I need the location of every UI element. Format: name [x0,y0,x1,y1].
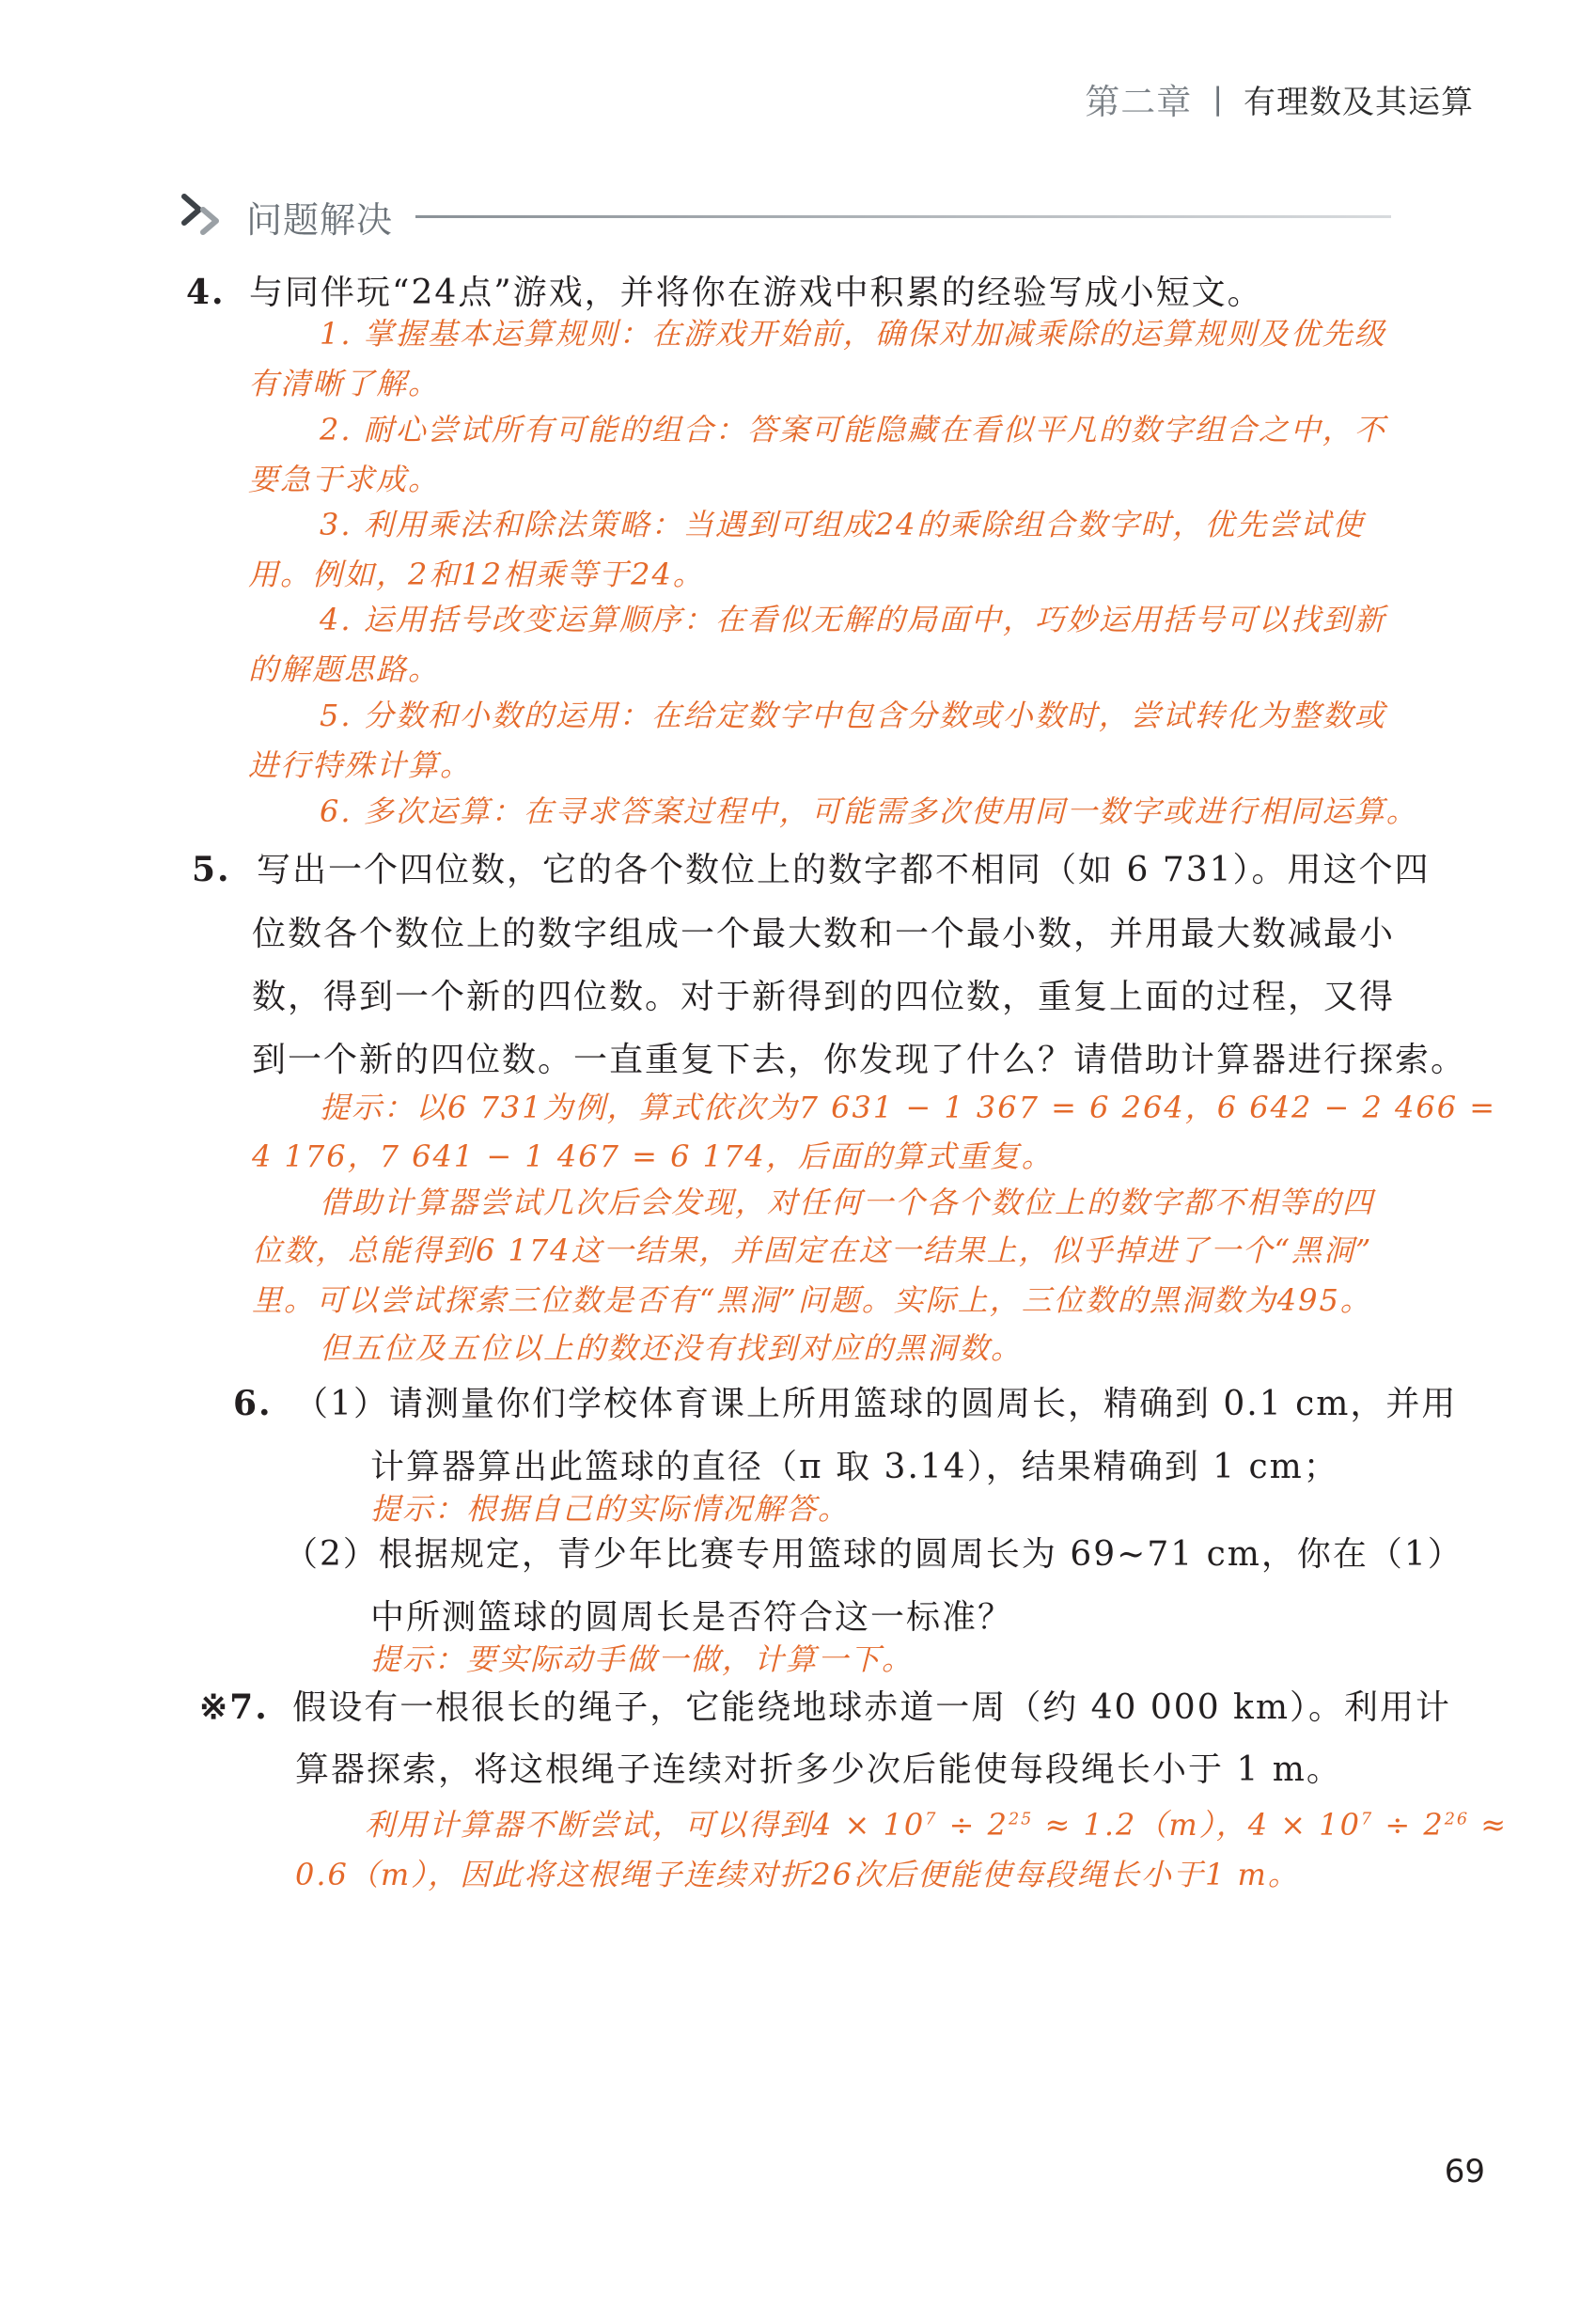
running-header [1085,73,1474,124]
exponent: 26 [1444,1810,1470,1829]
answer-text: 利用计算器不断尝试，可以得到4 × 10 [365,1807,926,1843]
question-text: （1）请测量你们学校体育课上所用篮球的圆周长，精确到 0.1 cm，并用 [294,1385,1458,1423]
chapter-title: 有理数及其运算 [1244,83,1474,121]
header-separator: | [1213,81,1223,117]
question-text: 中所测篮球的圆周长是否符合这一标准？ [370,1598,1014,1637]
answer-line: 位数，总能得到6 174这一结果，并固定在这一结果上，似乎掉进了一个“黑洞” [252,1232,1373,1268]
answer-line: 要急于求成。 [248,462,441,497]
answer-text: ≈ [1469,1807,1509,1843]
answer-line: 的解题思路。 [248,651,441,687]
question-number: ※7. [199,1687,269,1727]
answer-line: 1. 掌握基本运算规则：在游戏开始前，确保对加减乘除的运算规则及优先级 [320,316,1386,352]
answer-line: 进行特殊计算。 [248,747,473,783]
question-text: 假设有一根很长的绳子，它能绕地球赤道一周（约 40 000 km）。利用计 [292,1688,1452,1727]
question-number: 6. [233,1384,273,1423]
question-7 [199,1681,1451,1729]
answer-line: 里。可以尝试探索三位数是否有“黑洞”问题。实际上，三位数的黑洞数为495。 [252,1282,1372,1318]
page-number: 69 [1444,2153,1485,2190]
question-text: 写出一个四位数，它的各个数位上的数字都不相同（如 6 731）。用这个四 [257,851,1431,889]
answer-line: 5. 分数和小数的运用：在给定数字中包含分数或小数时，尝试转化为整数或 [320,698,1386,733]
question-number: 5. [192,850,231,889]
answer-line: 4 176，7 641 − 1 467 = 6 174，后面的算式重复。 [252,1138,1054,1174]
answer-text: ÷ 2 [1373,1807,1445,1843]
section-title: 问题解决 [246,198,394,241]
question-6 [233,1377,1457,1425]
question-text: 位数各个数位上的数字组成一个最大数和一个最小数，并用最大数减最小 [252,915,1396,953]
question-text: 算器探索，将这根绳子连续对折多少次后能使每段绳长小于 1 m。 [295,1750,1342,1789]
section-rule [415,215,1391,218]
question-text: 计算器算出此篮球的直径（π 取 3.14），结果精确到 1 cm； [370,1448,1339,1486]
question-4 [186,266,1263,314]
question-text: 到一个新的四位数。一直重复下去，你发现了什么？请借助计算器进行探索。 [252,1041,1467,1079]
exponent: 7 [925,1810,938,1829]
answer-line [365,1801,1508,1844]
exponent: 25 [1008,1810,1034,1829]
answer-text: ≈ 1.2（m），4 × 10 [1033,1807,1361,1843]
question-text: 与同伴玩“24点”游戏，并将你在游戏中积累的经验写成小短文。 [249,274,1263,312]
exponent: 7 [1361,1810,1374,1829]
double-chevron-icon [179,187,237,245]
chapter-label: 第二章 [1085,82,1193,122]
hint-line: 提示：要实际动手做一做，计算一下。 [370,1641,915,1677]
answer-line: 0.6（m），因此将这根绳子连续对折26次后便能使每段绳长小于1 m。 [295,1857,1300,1892]
question-text: 数，得到一个新的四位数。对于新得到的四位数，重复上面的过程，又得 [252,978,1396,1016]
answer-line: 6. 多次运算：在寻求答案过程中，可能需多次使用同一数字或进行相同运算。 [320,793,1418,829]
question-5 [192,843,1431,891]
answer-line: 4. 运用括号改变运算顺序：在看似无解的局面中，巧妙运用括号可以找到新 [320,602,1386,637]
question-text: （2）根据规定，青少年比赛专用篮球的圆周长为 69~71 cm，你在（1） [284,1535,1463,1574]
answer-line: 2. 耐心尝试所有可能的组合：答案可能隐藏在看似平凡的数字组合之中，不 [320,412,1386,447]
answer-line: 提示：以6 731为例，算式依次为7 631 − 1 367 = 6 264，6 642 − 2 466 = [320,1090,1497,1125]
answer-text: ÷ 2 [937,1807,1009,1843]
question-number: 4. [186,273,226,312]
answer-line: 有清晰了解。 [248,366,441,401]
hint-line: 提示：根据自己的实际情况解答。 [370,1491,851,1527]
section-heading [179,183,1391,249]
answer-line: 3. 利用乘法和除法策略：当遇到可组成24的乘除组合数字时，优先尝试使 [320,507,1365,542]
answer-line: 用。例如，2和12相乘等于24。 [248,557,705,592]
answer-line: 但五位及五位以上的数还没有找到对应的黑洞数。 [320,1330,1024,1366]
answer-line: 借助计算器尝试几次后会发现，对任何一个各个数位上的数字都不相等的四 [320,1185,1375,1220]
